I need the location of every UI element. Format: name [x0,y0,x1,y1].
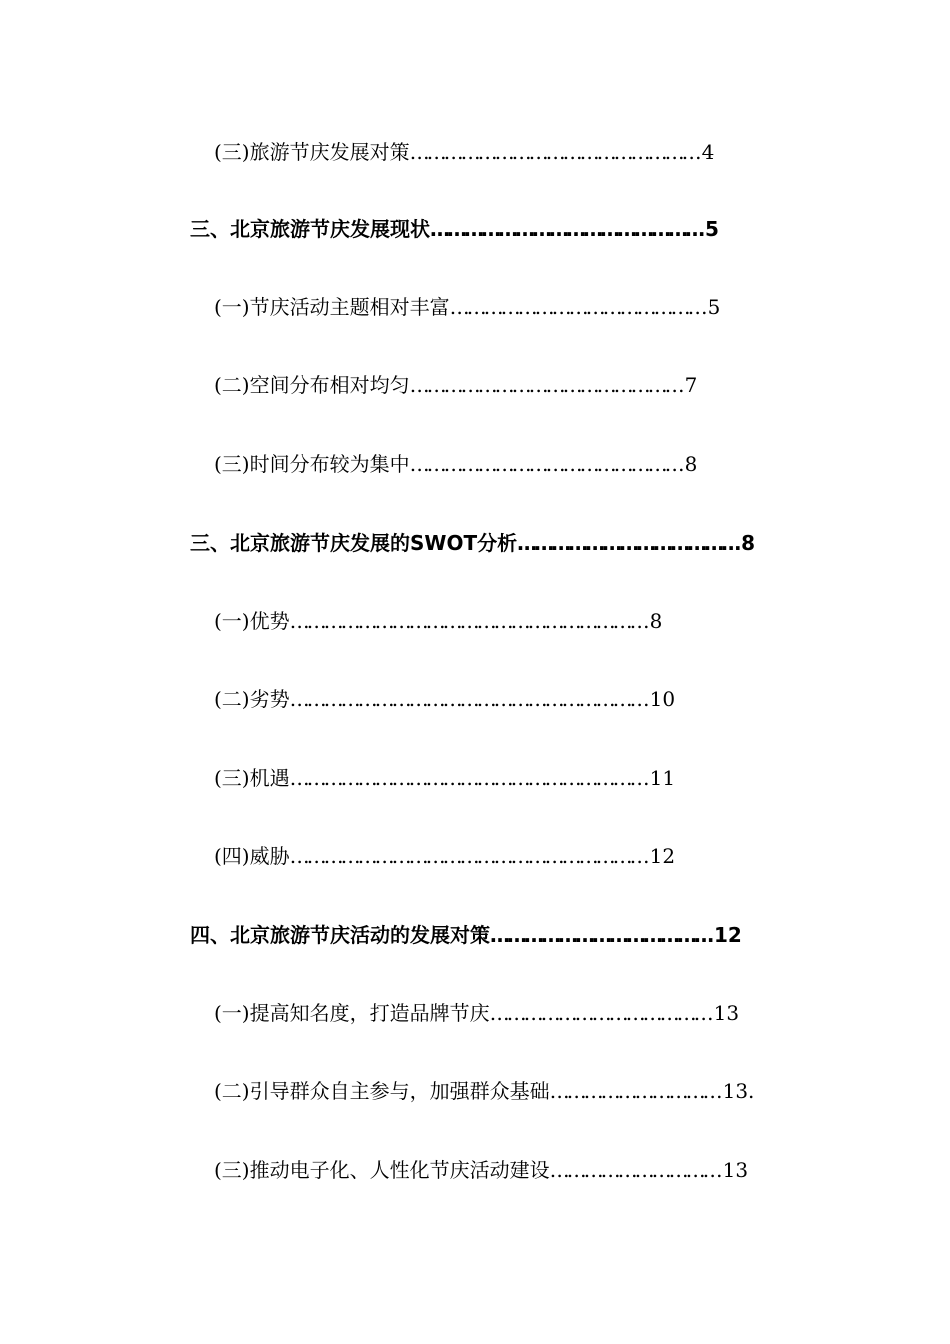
toc-entry-title: 三、北京旅游节庆发展的SWOT分析 [190,531,518,555]
toc-page-number: 12 [649,844,676,868]
toc-entry-title: 四、北京旅游节庆活动的发展对策 [190,923,490,947]
toc-entry[interactable] [214,998,739,1028]
toc-entry[interactable] [190,528,755,558]
toc-page-number: 13 [722,1158,749,1182]
toc-entry[interactable] [190,214,719,244]
toc-leader-dots: ……………………………………………………… [289,766,647,790]
toc-leader-dots: ………………………………………… [409,373,682,397]
toc-entry-title: (三)时间分布较为集中 [214,452,410,476]
toc-page-number: 11 [649,766,676,790]
toc-entry-title: (一)优势 [214,609,290,633]
toc-page-number: 10 [649,687,676,711]
toc-entry-title: (二)劣势 [214,687,290,711]
toc-entry[interactable] [214,292,720,322]
toc-entry-title: 三、北京旅游节庆发展现状 [190,217,430,241]
toc-entry-title: (二)引导群众自主参与，加强群众基础 [214,1079,550,1103]
toc-page-number: 5 [705,217,719,241]
toc-entry-title: (三)旅游节庆发展对策 [214,140,410,164]
toc-leader-dots: ……………………………………… [449,295,705,319]
toc-entry-title: (二)空间分布相对均匀 [214,373,410,397]
toc-page-number: 12 [714,923,742,947]
toc-leader-dots: ……………………………………………………… [289,609,647,633]
toc-entry[interactable] [214,1076,754,1106]
toc-leader-dots: ………………………………… [489,1001,711,1025]
toc-entry-title: (三)机遇 [214,766,290,790]
toc-entry-title: (四)威胁 [214,844,290,868]
toc-leader-dots: ………………………………… [490,923,711,947]
toc-entry[interactable] [214,606,662,636]
toc-leader-dots: …………………………………………… [409,140,699,164]
toc-entry[interactable] [214,449,697,479]
toc-entry-title: (一)提高知名度，打造品牌节庆 [214,1001,490,1025]
toc-page-number: 13. [722,1079,755,1103]
toc-leader-dots: ………………………… [549,1079,720,1103]
toc-leader-dots: ………………………………… [517,531,739,555]
toc-page-number: 8 [741,531,756,555]
toc-leader-dots: ……………………………………………………… [289,687,647,711]
toc-leader-dots: ……………………………………………………… [289,844,647,868]
toc-entry[interactable] [214,763,675,793]
toc-page-number: 7 [684,373,698,397]
toc-entry[interactable] [214,137,714,167]
toc-page-number: 13 [713,1001,740,1025]
toc-leader-dots: ………………………………………… [409,452,682,476]
toc-page-number: 4 [701,140,715,164]
toc-entry-title: (一)节庆活动主题相对丰富 [214,295,450,319]
toc-page-number: 8 [649,609,663,633]
toc-entry[interactable] [214,370,697,400]
toc-leader-dots: ………………………… [549,1158,720,1182]
toc-entry[interactable] [214,1155,748,1185]
toc-entry[interactable] [214,684,675,714]
toc-page-number: 5 [707,295,721,319]
toc-entry[interactable] [214,841,675,871]
toc-leader-dots: ………………………………………… [430,217,702,241]
toc-entry[interactable] [190,920,742,950]
toc-page-number: 8 [684,452,698,476]
toc-entry-title: (三)推动电子化、人性化节庆活动建设 [214,1158,550,1182]
